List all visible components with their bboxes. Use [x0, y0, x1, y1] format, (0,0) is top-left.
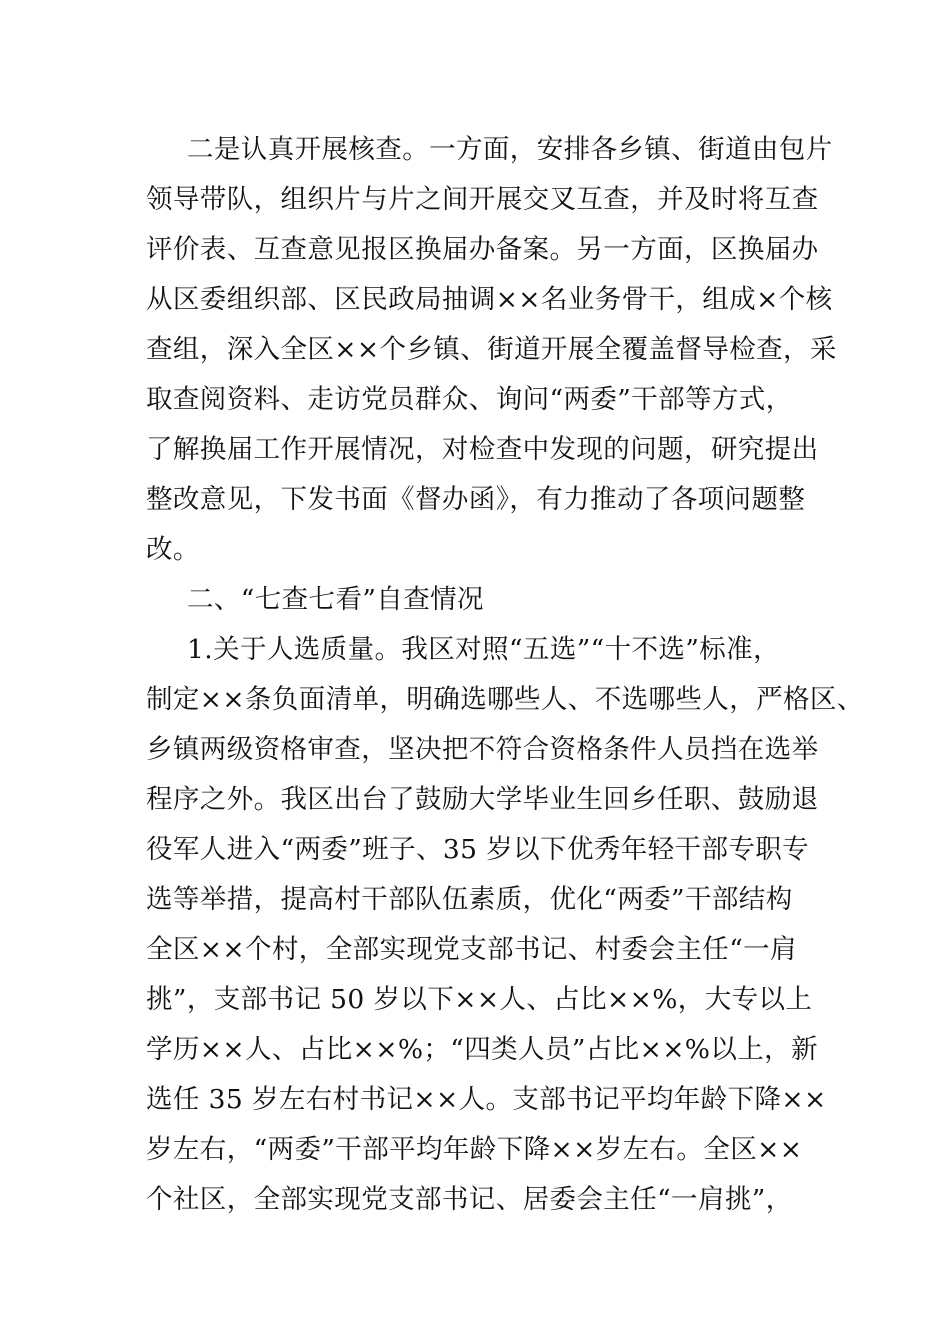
paragraph-line: 二是认真开展核查。一方面，安排各乡镇、街道由包片 [187, 134, 833, 165]
paragraph-line: 制定××条负面清单，明确选哪些人、不选哪些人，严格区、 [146, 684, 864, 715]
section-heading: 二、“七查七看”自查情况 [187, 584, 484, 615]
paragraph-line: 1.关于人选质量。我区对照“五选”“十不选”标准， [187, 634, 780, 665]
paragraph-line: 查组，深入全区××个乡镇、街道开展全覆盖督导检查，采 [146, 334, 837, 365]
paragraph-line: 了解换届工作开展情况，对检查中发现的问题，研究提出 [146, 434, 819, 465]
paragraph-line: 役军人进入“两委”班子、35 岁以下优秀年轻干部专职专 [146, 834, 810, 865]
paragraph-line: 整改意见，下发书面《督办函》，有力推动了各项问题整 [146, 484, 806, 515]
paragraph-line: 乡镇两级资格审查，坚决把不符合资格条件人员挡在选举 [146, 734, 819, 765]
paragraph-line: 领导带队，组织片与片之间开展交叉互查，并及时将互查 [146, 184, 819, 215]
paragraph-line: 从区委组织部、区民政局抽调××名业务骨干，组成×个核 [146, 284, 833, 315]
paragraph-line: 个社区，全部实现党支部书记、居委会主任“一肩挑”， [146, 1184, 793, 1215]
paragraph-line: 程序之外。我区出台了鼓励大学毕业生回乡任职、鼓励退 [146, 784, 819, 815]
paragraph-line: 取查阅资料、走访党员群众、询问“两委”干部等方式， [146, 384, 793, 415]
paragraph-line: 全区××个村，全部实现党支部书记、村委会主任“一肩 [146, 934, 797, 965]
paragraph-line: 选任 35 岁左右村书记××人。支部书记平均年龄下降×× [146, 1084, 827, 1115]
paragraph-line: 选等举措，提高村干部队伍素质，优化“两委”干部结构 [146, 884, 793, 915]
paragraph-line: 学历××人、占比××%；“四类人员”占比××%以上，新 [146, 1034, 818, 1065]
paragraph-line: 岁左右，“两委”干部平均年龄下降××岁左右。全区×× [146, 1134, 803, 1165]
paragraph-line: 改。 [146, 534, 200, 565]
paragraph-line: 挑”，支部书记 50 岁以下××人、占比××%，大专以上 [146, 984, 813, 1015]
paragraph-line: 评价表、互查意见报区换届办备案。另一方面，区换届办 [146, 234, 819, 265]
